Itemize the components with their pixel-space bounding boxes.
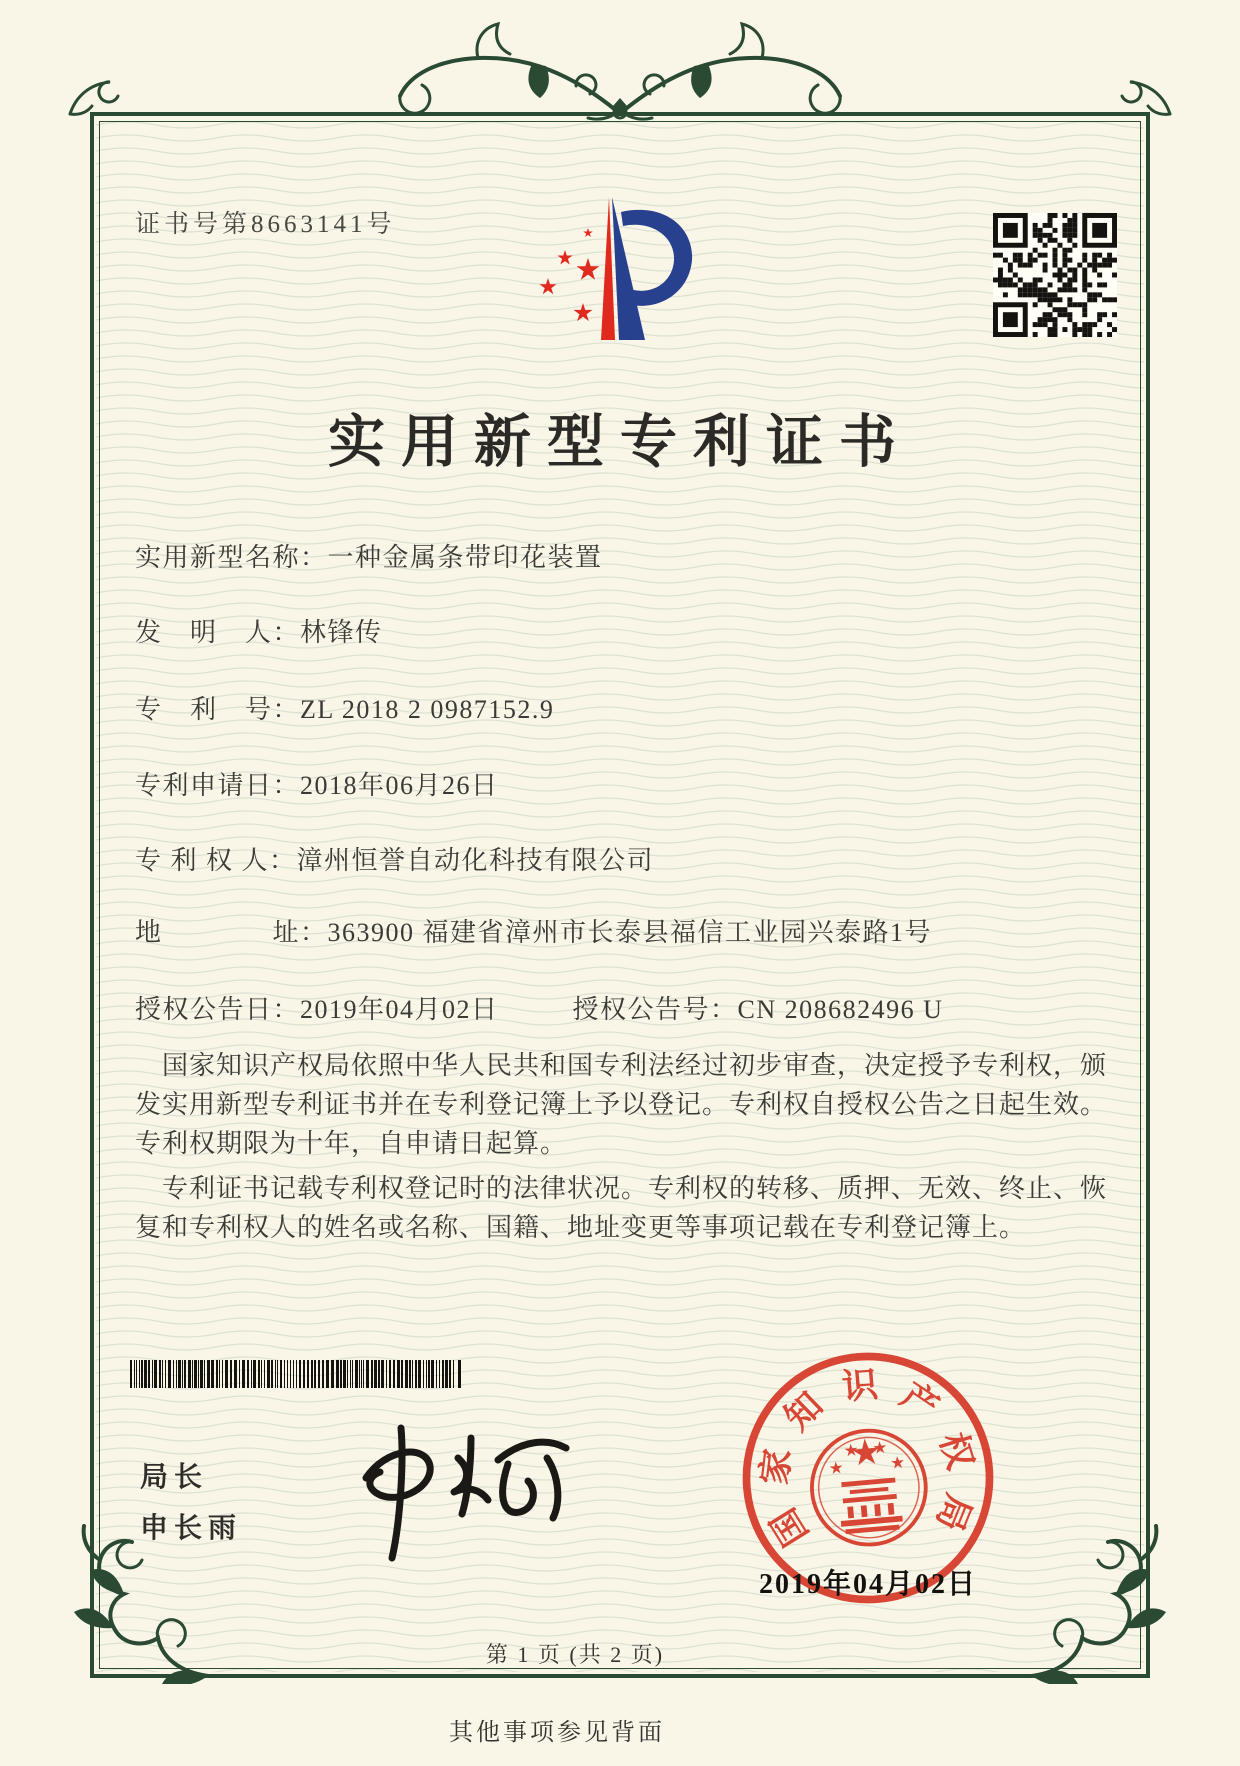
bottom-right-flourish <box>1022 1524 1182 1684</box>
field-value: 林锋传 <box>300 618 383 647</box>
seal-date: 2019年04月02日 <box>758 1569 977 1600</box>
top-left-corner-ornament <box>66 70 126 122</box>
legal-paragraph-2: 专利证书记载专利权登记时的法律状况。专利权的转移、质押、无效、终止、恢复和专利权人的姓名或名称、国籍、地址变更等事项记载在专利登记簿上。 <box>135 1174 1108 1242</box>
field-value: ZL 2018 2 0987152.9 <box>300 695 555 724</box>
field-filing-date <box>135 768 1115 804</box>
top-ornament <box>380 12 860 124</box>
svg-text:产: 产 <box>893 1374 946 1428</box>
field-grant-date: 授权公告日：2019年04月02日 <box>135 995 499 1024</box>
top-right-corner-ornament <box>1114 70 1174 122</box>
field-inventor <box>135 615 1115 651</box>
field-label: 专利申请日： <box>135 771 301 800</box>
signature-icon <box>330 1412 580 1572</box>
field-label: 专 利 权 人： <box>135 846 297 875</box>
field-value: 363900 福建省漳州市长泰县福信工业园兴泰路1号 <box>327 918 933 947</box>
field-label: 专 利 号： <box>135 695 301 724</box>
svg-text:局: 局 <box>928 1488 980 1537</box>
svg-text:识: 识 <box>840 1364 880 1408</box>
certificate-title: 实用新型专利证书 <box>328 411 912 474</box>
field-patent-number <box>135 692 1115 728</box>
field-label: 地 址： <box>135 918 328 947</box>
field-value: 一种金属条带印花装置 <box>327 543 603 572</box>
field-value: 漳州恒誉自动化科技有限公司 <box>296 846 655 875</box>
barcode-icon <box>130 1360 462 1388</box>
signer-title: 局长 <box>140 1461 209 1492</box>
qr-code-icon <box>993 213 1117 337</box>
certificate-number: 证书号第8663141号 <box>135 211 396 238</box>
svg-text:权: 权 <box>932 1428 981 1474</box>
field-value: 2018年06月26日 <box>300 771 499 800</box>
page-indicator: 第 1 页 (共 2 页) <box>485 1642 665 1667</box>
seal-gate <box>837 1477 903 1534</box>
signer-name: 申长雨 <box>140 1512 243 1543</box>
bottom-left-flourish <box>58 1524 218 1684</box>
field-label: 实用新型名称： <box>135 543 328 572</box>
field-label: 发 明 人： <box>135 618 301 647</box>
field-address <box>135 915 1115 951</box>
legal-text-block <box>135 1046 1107 1253</box>
svg-text:家: 家 <box>754 1446 799 1487</box>
field-grant-number: 授权公告号：CN 208682496 U <box>572 995 944 1024</box>
legal-paragraph-1: 国家知识产权局依照中华人民共和国专利法经过初步审查，决定授予专利权，颁发实用新型专利证书并在专利登记簿上予以登记。专利权自授权公告之日起生效。专利权期限为十年，自申请日起算。 <box>135 1051 1108 1158</box>
svg-text:国: 国 <box>763 1501 816 1553</box>
svg-text:知: 知 <box>776 1384 831 1439</box>
field-utility-model-name <box>135 540 1115 576</box>
cnipa-logo-icon <box>535 190 700 345</box>
field-grant-row <box>135 992 1115 1028</box>
field-patentee <box>135 843 1115 879</box>
back-side-note: 其他事项参见背面 <box>449 1720 665 1746</box>
